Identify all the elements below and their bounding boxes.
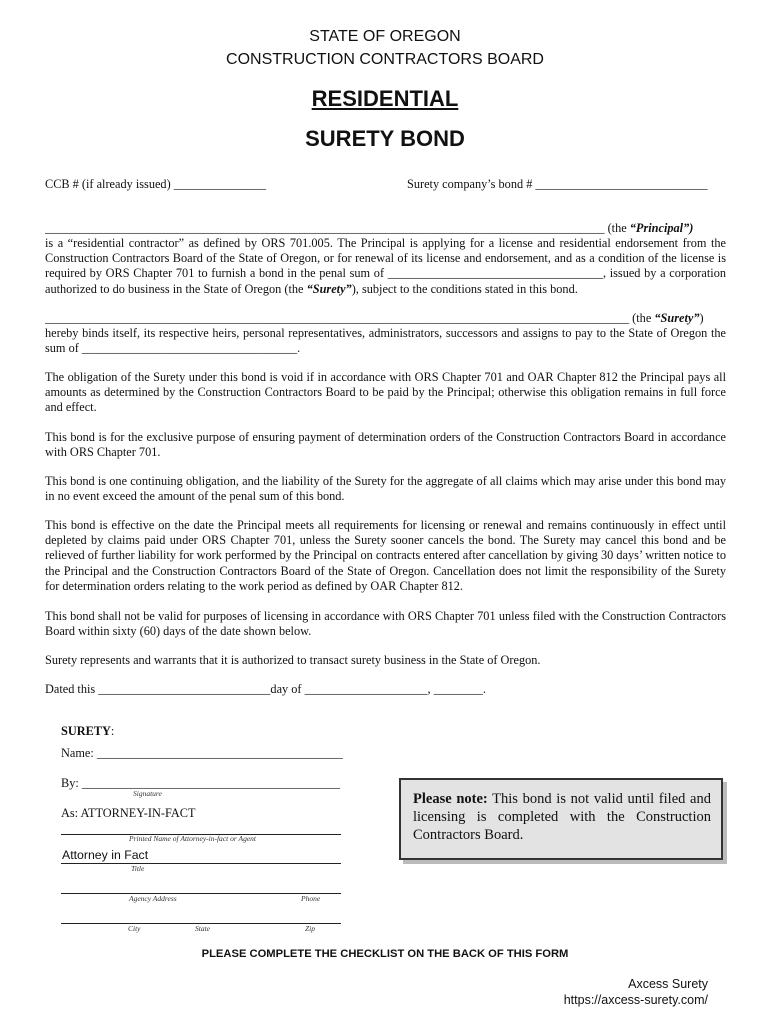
surety-term: “Surety” — [306, 281, 352, 296]
principal-paragraph — [45, 236, 726, 297]
surety-heading-colon: : — [110, 724, 115, 738]
title-rule — [61, 863, 341, 864]
surety-heading-label: SURETY — [61, 724, 111, 738]
effective-date-paragraph: This bond is effective on the date the Principal meets all requirements for licensing or renewal and remains continuously in effect until depleted by claims paid under ORS Chapter 701, unless the Surety sooner cancels the bond. The Surety may cancel this bond and be relieved of further liability for work performed by the Principal on contracts entered after cancellation by giving 30 days’ written notice to the Principal and the Construction Contractors Board of the State of Oregon. Cancellation does not limit the responsibility of the Surety for determination orders relating to the work period as defined by OAR Chapter 812. — [45, 518, 726, 593]
surety-name-field[interactable]: Name: ________________________________________ — [61, 746, 343, 760]
brand-name: Axcess Surety — [628, 977, 708, 991]
principal-body-text: is a “residential contractor” as defined by ORS 701.005. The Principal is applying for a license and residential endorsement from the Construction Contractors Board of the State of Oregon, or for renewal of its license and endorsement, and as a condition of the license is required by ORS Chapter 701 to furnish a bond in the penal sum of ___________________________________, issued by a corporation authorized to do business in the State of Oregon (the — [45, 236, 726, 296]
checklist-footer: PLEASE COMPLETE THE CHECKLIST ON THE BACK OF THIS FORM — [201, 948, 569, 960]
note-label: Please note: — [413, 791, 488, 807]
signature-caption: Signature — [133, 789, 162, 798]
printed-name-caption: Printed Name of Attorney-in-fact or Agent — [129, 834, 256, 843]
note-text: This bond is not valid until filed and licensing is completed with the Construction Contractors Board. — [413, 791, 711, 843]
surety-term-2: “Surety” — [654, 311, 700, 325]
surety-close-paren: ) — [699, 311, 704, 325]
principal-blank: ___________________________________________________________________________________________ (the — [45, 221, 627, 235]
agency-address-rule[interactable] — [61, 893, 341, 894]
surety-blank: _______________________________________________________________________________________________ (the — [45, 311, 652, 325]
surety-paragraph: hereby binds itself, its respective heirs, personal representatives, administrators, successors and assigns to pay to the State of Oregon the sum of ___________________________________. — [45, 326, 726, 356]
authorization-paragraph: Surety represents and warrants that it is authorized to transact surety business in the State of Oregon. — [45, 653, 541, 667]
form-title-residential: RESIDENTIAL — [311, 86, 459, 111]
surety-bond-number-field[interactable]: Surety company’s bond # ____________________________ — [407, 177, 708, 191]
attorney-in-fact-label: As: ATTORNEY-IN-FACT — [61, 806, 196, 820]
state-caption: State — [195, 924, 210, 933]
title-caption: Title — [131, 864, 145, 873]
principal-name-line[interactable] — [45, 221, 726, 236]
validity-note-box — [399, 778, 723, 860]
ccb-number-field[interactable]: CCB # (if already issued) _______________ — [45, 177, 266, 191]
principal-term: “Principal”) — [629, 221, 694, 235]
city-caption: City — [128, 924, 141, 933]
signature-by-field[interactable]: By: __________________________________________ — [61, 776, 341, 790]
validity-paragraph: This bond shall not be valid for purposes of licensing in accordance with ORS Chapter 701 unless filed with the Construction Contractors Board within sixty (60) days of the date shown below. — [45, 609, 726, 639]
zip-caption: Zip — [305, 924, 316, 933]
header-state: STATE OF OREGON — [309, 28, 461, 45]
surety-name-line[interactable] — [45, 311, 726, 326]
obligation-paragraph: The obligation of the Surety under this bond is void if in accordance with ORS Chapter 701 and OAR Chapter 812 the Principal pays all amounts as determined by the Construction Contractors Board to be paid by the Principal; otherwise this obligation remains in full force and effect. — [45, 370, 726, 415]
form-title-surety-bond: SURETY BOND — [305, 126, 465, 151]
header-board: CONSTRUCTION CONTRACTORS BOARD — [226, 51, 544, 68]
title-value[interactable]: Attorney in Fact — [62, 848, 149, 862]
dated-line[interactable]: Dated this ____________________________day of ____________________, ________. — [45, 682, 486, 696]
purpose-paragraph: This bond is for the exclusive purpose of ensuring payment of determination orders of the Construction Contractors Board in accordance with ORS Chapter 701. — [45, 430, 726, 460]
phone-caption: Phone — [301, 894, 321, 903]
agency-address-caption: Agency Address — [129, 894, 177, 903]
surety-heading — [61, 724, 114, 739]
continuing-obligation-paragraph: This bond is one continuing obligation, and the liability of the Surety for the aggregate of all claims which may arise under this bond may in no event exceed the amount of the penal sum of this bond. — [45, 474, 726, 504]
brand-url-link[interactable]: https://axcess-surety.com/ — [563, 993, 708, 1007]
principal-tail-text: ), subject to the conditions stated in this bond. — [351, 281, 578, 296]
